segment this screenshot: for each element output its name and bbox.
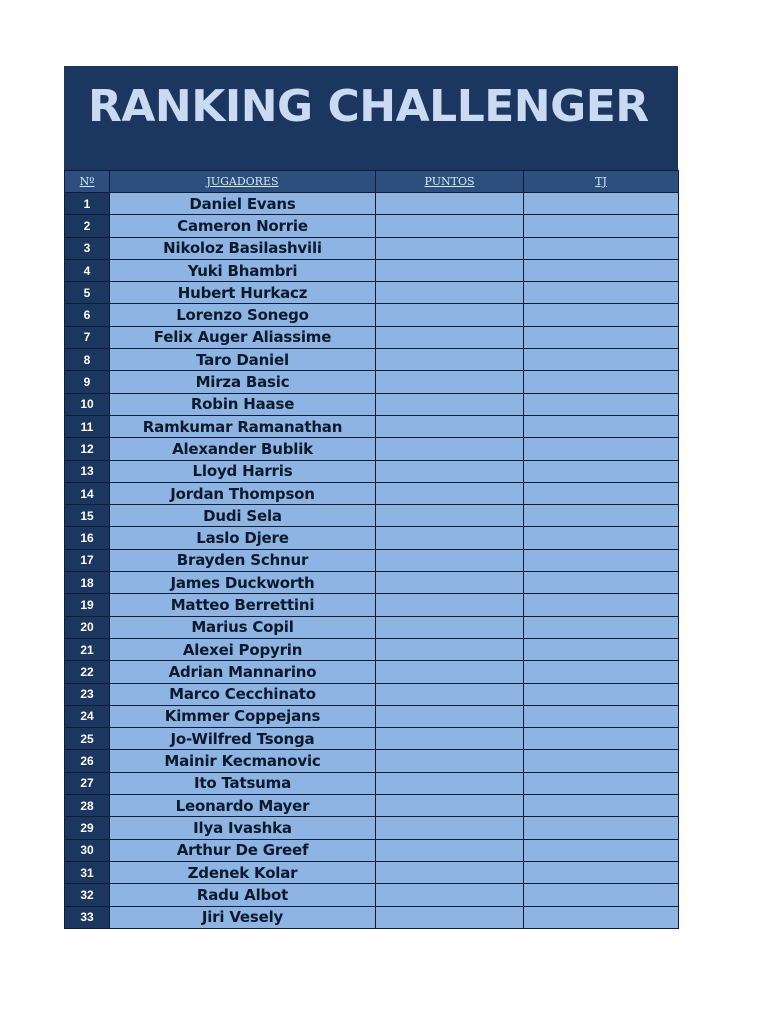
rank-number-cell: 23: [65, 683, 110, 705]
tj-cell[interactable]: [524, 215, 679, 237]
tj-cell[interactable]: [524, 594, 679, 616]
points-cell[interactable]: [376, 259, 524, 281]
rank-number-cell: 27: [65, 772, 110, 794]
table-row: [65, 817, 679, 839]
column-header-tj[interactable]: TJ: [524, 171, 679, 193]
table-row: [65, 616, 679, 638]
player-name-cell: Laslo Djere: [110, 527, 376, 549]
player-name-cell: Radu Albot: [110, 884, 376, 906]
rank-number-cell: 1: [65, 193, 110, 215]
player-name-cell: Felix Auger Aliassime: [110, 326, 376, 348]
tj-cell[interactable]: [524, 817, 679, 839]
player-name-cell: Ramkumar Ramanathan: [110, 415, 376, 437]
tj-cell[interactable]: [524, 572, 679, 594]
tj-cell[interactable]: [524, 282, 679, 304]
table-row: [65, 549, 679, 571]
rank-number-cell: 8: [65, 349, 110, 371]
rank-number-cell: 19: [65, 594, 110, 616]
points-cell[interactable]: [376, 393, 524, 415]
points-cell[interactable]: [376, 861, 524, 883]
table-row: [65, 572, 679, 594]
ranking-table: [64, 170, 679, 929]
column-header-points[interactable]: PUNTOS: [376, 171, 524, 193]
table-row: [65, 661, 679, 683]
player-name-cell: Mirza Basic: [110, 371, 376, 393]
table-row: [65, 683, 679, 705]
title-banner: [64, 66, 678, 170]
tj-cell[interactable]: [524, 772, 679, 794]
points-cell[interactable]: [376, 505, 524, 527]
rank-number-cell: 31: [65, 861, 110, 883]
table-row: [65, 237, 679, 259]
player-name-cell: Cameron Norrie: [110, 215, 376, 237]
player-name-cell: Alexander Bublik: [110, 438, 376, 460]
rank-number-cell: 13: [65, 460, 110, 482]
table-row: [65, 282, 679, 304]
ranking-rows: [65, 193, 679, 929]
table-row: [65, 349, 679, 371]
rank-number-cell: 15: [65, 505, 110, 527]
table-row: [65, 460, 679, 482]
player-name-cell: Dudi Sela: [110, 505, 376, 527]
table-row: [65, 215, 679, 237]
tj-cell[interactable]: [524, 326, 679, 348]
points-cell[interactable]: [376, 326, 524, 348]
player-name-cell: Robin Haase: [110, 393, 376, 415]
points-cell[interactable]: [376, 705, 524, 727]
table-row: [65, 750, 679, 772]
player-name-cell: Alexei Popyrin: [110, 638, 376, 660]
tj-cell[interactable]: [524, 884, 679, 906]
page-title: RANKING CHALLENGER: [88, 81, 649, 132]
player-name-cell: Marco Cecchinato: [110, 683, 376, 705]
rank-number-cell: 28: [65, 795, 110, 817]
points-cell[interactable]: [376, 817, 524, 839]
player-name-cell: Daniel Evans: [110, 193, 376, 215]
table-row: [65, 482, 679, 504]
rank-number-cell: 2: [65, 215, 110, 237]
rank-number-cell: 32: [65, 884, 110, 906]
points-cell[interactable]: [376, 839, 524, 861]
points-cell[interactable]: [376, 661, 524, 683]
player-name-cell: Hubert Hurkacz: [110, 282, 376, 304]
points-cell[interactable]: [376, 572, 524, 594]
table-row: [65, 795, 679, 817]
player-name-cell: Mainir Kecmanovic: [110, 750, 376, 772]
player-name-cell: Kimmer Coppejans: [110, 705, 376, 727]
rank-number-cell: 10: [65, 393, 110, 415]
points-cell[interactable]: [376, 304, 524, 326]
table-row: [65, 638, 679, 660]
tj-cell[interactable]: [524, 460, 679, 482]
table-row: [65, 393, 679, 415]
player-name-cell: Jo-Wilfred Tsonga: [110, 728, 376, 750]
points-cell[interactable]: [376, 906, 524, 928]
rank-number-cell: 26: [65, 750, 110, 772]
points-cell[interactable]: [376, 728, 524, 750]
rank-number-cell: 30: [65, 839, 110, 861]
player-name-cell: Taro Daniel: [110, 349, 376, 371]
points-cell[interactable]: [376, 415, 524, 437]
points-cell[interactable]: [376, 438, 524, 460]
rank-number-cell: 16: [65, 527, 110, 549]
tj-cell[interactable]: [524, 371, 679, 393]
points-cell[interactable]: [376, 215, 524, 237]
points-cell[interactable]: [376, 772, 524, 794]
table-row: [65, 839, 679, 861]
player-name-cell: Marius Copil: [110, 616, 376, 638]
points-cell[interactable]: [376, 460, 524, 482]
tj-cell[interactable]: [524, 237, 679, 259]
tj-cell[interactable]: [524, 683, 679, 705]
tj-cell[interactable]: [524, 415, 679, 437]
rank-number-cell: 3: [65, 237, 110, 259]
rank-number-cell: 7: [65, 326, 110, 348]
tj-cell[interactable]: [524, 750, 679, 772]
rank-number-cell: 14: [65, 482, 110, 504]
tj-cell[interactable]: [524, 259, 679, 281]
column-header-number[interactable]: Nº: [65, 171, 110, 193]
tj-cell[interactable]: [524, 705, 679, 727]
table-row: [65, 371, 679, 393]
header-row: [65, 171, 679, 193]
table-row: [65, 438, 679, 460]
rank-number-cell: 20: [65, 616, 110, 638]
table-row: [65, 527, 679, 549]
points-cell[interactable]: [376, 349, 524, 371]
rank-number-cell: 17: [65, 549, 110, 571]
points-cell[interactable]: [376, 638, 524, 660]
rank-number-cell: 29: [65, 817, 110, 839]
tj-cell[interactable]: [524, 349, 679, 371]
rank-number-cell: 11: [65, 415, 110, 437]
table-row: [65, 505, 679, 527]
player-name-cell: Ito Tatsuma: [110, 772, 376, 794]
table-row: [65, 906, 679, 928]
table-row: [65, 326, 679, 348]
player-name-cell: Adrian Mannarino: [110, 661, 376, 683]
rank-number-cell: 18: [65, 572, 110, 594]
player-name-cell: Ilya Ivashka: [110, 817, 376, 839]
table-row: [65, 304, 679, 326]
points-cell[interactable]: [376, 795, 524, 817]
rank-number-cell: 24: [65, 705, 110, 727]
tj-cell[interactable]: [524, 549, 679, 571]
points-cell[interactable]: [376, 371, 524, 393]
rank-number-cell: 6: [65, 304, 110, 326]
rank-number-cell: 33: [65, 906, 110, 928]
tj-cell[interactable]: [524, 616, 679, 638]
tj-cell[interactable]: [524, 505, 679, 527]
player-name-cell: Yuki Bhambri: [110, 259, 376, 281]
table-row: [65, 594, 679, 616]
points-cell[interactable]: [376, 750, 524, 772]
tj-cell[interactable]: [524, 482, 679, 504]
table-row: [65, 193, 679, 215]
tj-cell[interactable]: [524, 839, 679, 861]
player-name-cell: Jiri Vesely: [110, 906, 376, 928]
tj-cell[interactable]: [524, 304, 679, 326]
points-cell[interactable]: [376, 527, 524, 549]
table-row: [65, 884, 679, 906]
points-cell[interactable]: [376, 683, 524, 705]
points-cell[interactable]: [376, 482, 524, 504]
points-cell[interactable]: [376, 193, 524, 215]
points-cell[interactable]: [376, 884, 524, 906]
tj-cell[interactable]: [524, 393, 679, 415]
player-name-cell: Matteo Berrettini: [110, 594, 376, 616]
rank-number-cell: 9: [65, 371, 110, 393]
player-name-cell: James Duckworth: [110, 572, 376, 594]
rank-number-cell: 21: [65, 638, 110, 660]
tj-cell[interactable]: [524, 906, 679, 928]
points-cell[interactable]: [376, 594, 524, 616]
tj-cell[interactable]: [524, 728, 679, 750]
player-name-cell: Brayden Schnur: [110, 549, 376, 571]
rank-number-cell: 12: [65, 438, 110, 460]
tj-cell[interactable]: [524, 193, 679, 215]
rank-number-cell: 25: [65, 728, 110, 750]
player-name-cell: Lorenzo Sonego: [110, 304, 376, 326]
tj-cell[interactable]: [524, 861, 679, 883]
ranking-sheet: [64, 66, 678, 929]
tj-cell[interactable]: [524, 527, 679, 549]
table-row: [65, 861, 679, 883]
table-row: [65, 415, 679, 437]
player-name-cell: Arthur De Greef: [110, 839, 376, 861]
table-row: [65, 728, 679, 750]
tj-cell[interactable]: [524, 661, 679, 683]
player-name-cell: Nikoloz Basilashvili: [110, 237, 376, 259]
points-cell[interactable]: [376, 282, 524, 304]
points-cell[interactable]: [376, 237, 524, 259]
tj-cell[interactable]: [524, 638, 679, 660]
points-cell[interactable]: [376, 616, 524, 638]
tj-cell[interactable]: [524, 795, 679, 817]
table-row: [65, 705, 679, 727]
player-name-cell: Lloyd Harris: [110, 460, 376, 482]
player-name-cell: Jordan Thompson: [110, 482, 376, 504]
tj-cell[interactable]: [524, 438, 679, 460]
player-name-cell: Leonardo Mayer: [110, 795, 376, 817]
table-row: [65, 259, 679, 281]
player-name-cell: Zdenek Kolar: [110, 861, 376, 883]
rank-number-cell: 22: [65, 661, 110, 683]
table-row: [65, 772, 679, 794]
rank-number-cell: 4: [65, 259, 110, 281]
column-header-players[interactable]: JUGADORES: [110, 171, 376, 193]
points-cell[interactable]: [376, 549, 524, 571]
rank-number-cell: 5: [65, 282, 110, 304]
